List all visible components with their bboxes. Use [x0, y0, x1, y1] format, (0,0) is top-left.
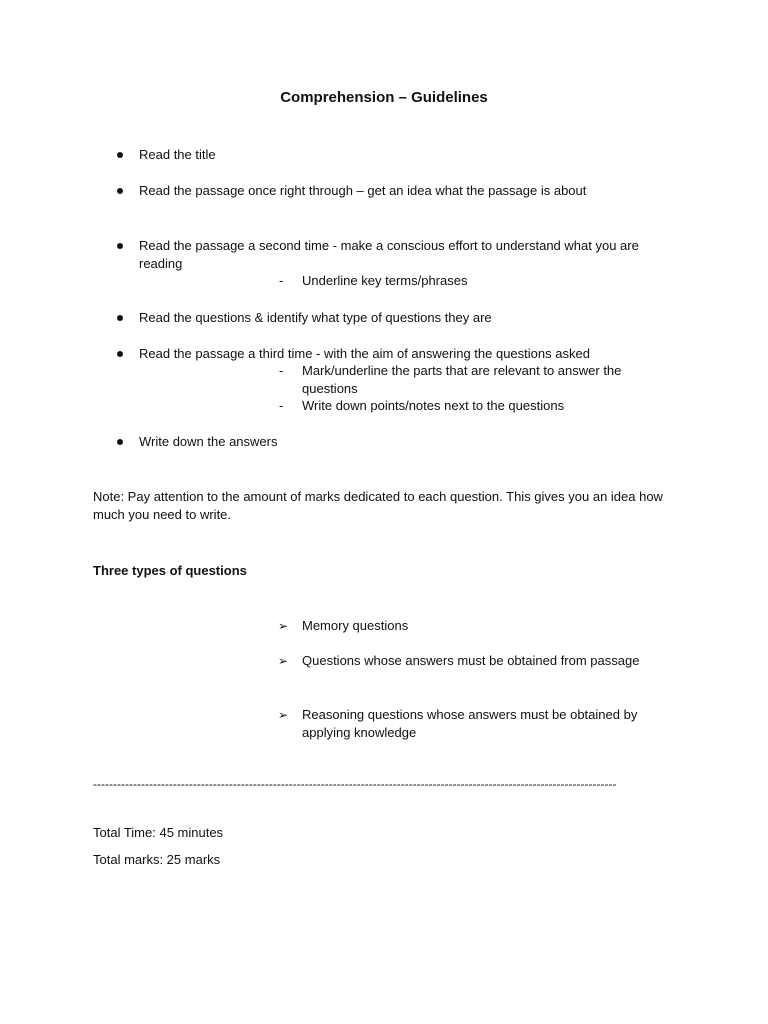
bullet-dot-icon — [116, 438, 124, 446]
step-text: Read the passage once right through – get an idea what the passage is about — [139, 183, 587, 198]
sub-step-text-continued: questions — [302, 381, 358, 396]
dash-icon: - — [279, 273, 284, 288]
arrow-bullet-icon: ➢ — [278, 708, 289, 722]
step-text-continued: reading — [139, 256, 183, 271]
note-text: Note: Pay attention to the amount of marks dedicated to each question. This gives you an idea how — [93, 489, 663, 504]
bullet-dot-icon — [116, 242, 124, 250]
step-text: Read the passage a second time - make a conscious effort to understand what you are — [139, 238, 639, 253]
types-heading: Three types of questions — [93, 563, 247, 578]
note-text-continued: much you need to write. — [93, 507, 232, 522]
step-text: Read the title — [139, 147, 216, 162]
arrow-bullet-icon: ➢ — [278, 619, 289, 633]
page-title: Comprehension – Guidelines — [280, 89, 488, 106]
sub-step-text: Write down points/notes next to the questions — [302, 398, 565, 413]
arrow-bullet-icon: ➢ — [278, 654, 289, 668]
sub-step-text: Mark/underline the parts that are relevant to answer the — [302, 363, 622, 378]
separator-line: ----------------------------------------------------------------------------------------------------------------------------------- — [93, 777, 617, 791]
question-type-text: Questions whose answers must be obtained from passage — [302, 653, 640, 668]
dash-icon: - — [279, 363, 284, 378]
step-text: Write down the answers — [139, 434, 278, 449]
dash-icon: - — [279, 398, 284, 413]
total-time: Total Time: 45 minutes — [93, 825, 224, 840]
question-type-text: Memory questions — [302, 618, 409, 633]
total-marks: Total marks: 25 marks — [93, 852, 221, 867]
bullet-dot-icon — [116, 187, 124, 195]
bullet-dot-icon — [116, 151, 124, 159]
bullet-dot-icon — [116, 350, 124, 358]
sub-step-text: Underline key terms/phrases — [302, 273, 468, 288]
question-type-text: Reasoning questions whose answers must be obtained by — [302, 707, 638, 722]
step-text: Read the passage a third time - with the aim of answering the questions asked — [139, 346, 590, 361]
step-text: Read the questions & identify what type of questions they are — [139, 310, 492, 325]
bullet-dot-icon — [116, 314, 124, 322]
question-type-text-continued: applying knowledge — [302, 725, 417, 740]
